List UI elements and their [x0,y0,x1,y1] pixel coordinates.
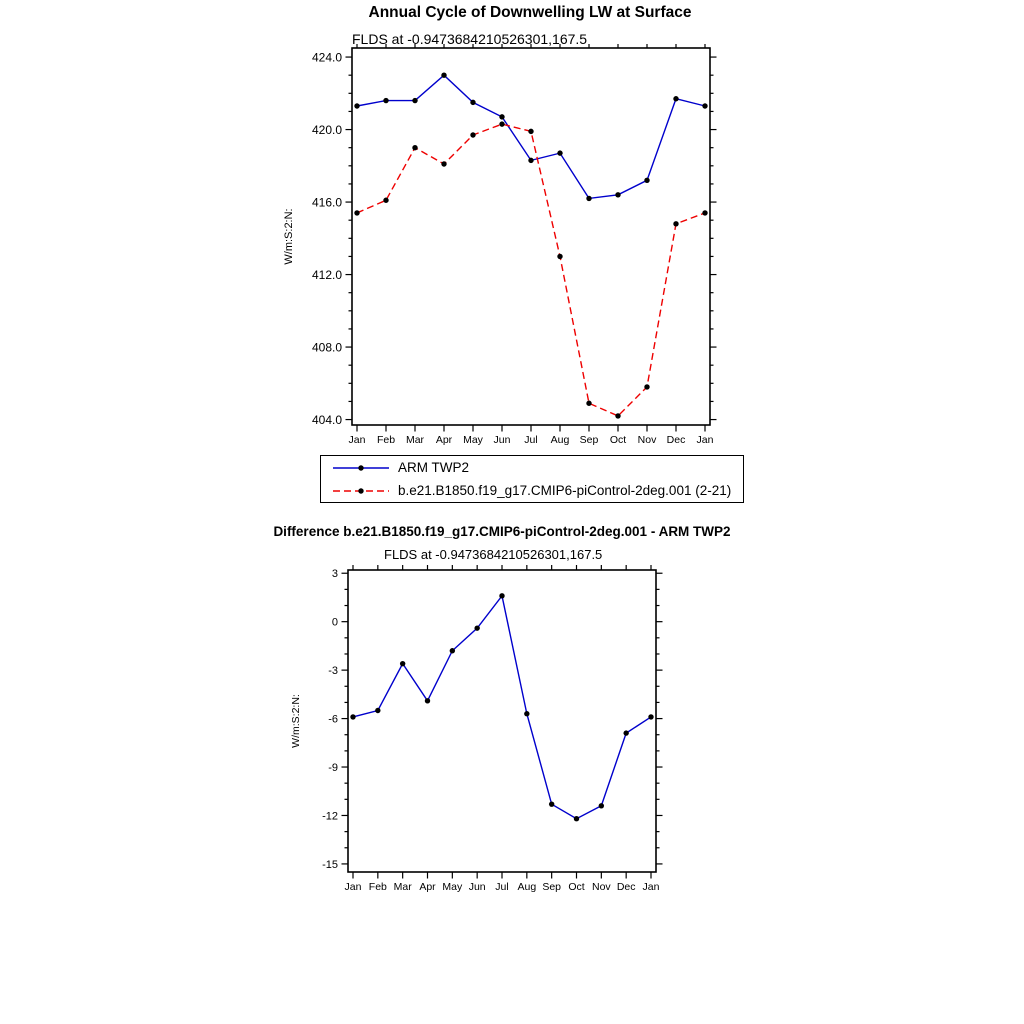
data-point-marker [499,114,504,119]
annual-cycle-line-plot [280,44,740,448]
difference-chart-subtitle: FLDS at -0.9473684210526301,167.5 [384,547,603,562]
data-point-marker [499,121,504,126]
series-line [357,75,705,198]
data-point-marker [383,98,388,103]
y-tick-label: -6 [328,713,338,726]
x-tick-label: Jan [348,434,366,446]
x-tick-label: Sep [542,881,562,893]
data-point-marker [648,714,653,719]
x-tick-label: Jan [344,881,362,893]
y-tick-label: -3 [328,664,338,677]
legend-line-sample [331,485,391,497]
x-tick-label: May [442,881,463,893]
data-point-marker [644,384,649,389]
data-point-marker [615,413,620,418]
legend-entry-label: b.e21.B1850.f19_g17.CMIP6-piControl-2deg.001 (2-21) [398,483,732,498]
x-tick-label: Nov [591,881,611,893]
y-tick-label: 404.0 [311,412,342,427]
x-tick-label: Oct [568,881,585,893]
x-tick-label: Jul [524,434,538,446]
legend-entry [331,457,743,478]
data-point-marker [615,192,620,197]
data-point-marker [400,661,405,666]
top-chart-title: Annual Cycle of Downwelling LW at Surface [368,4,692,21]
data-point-marker [474,625,479,630]
data-point-marker [557,254,562,259]
x-tick-label: Sep [579,434,599,446]
x-tick-label: Feb [376,434,396,446]
x-tick-label: Dec [666,434,686,446]
data-point-marker [470,100,475,105]
data-point-marker [599,803,604,808]
legend-entry [331,480,743,501]
x-tick-label: Apr [435,434,453,446]
data-point-marker [412,145,417,150]
y-tick-label: -12 [322,810,338,823]
data-point-marker [586,401,591,406]
data-point-marker [702,103,707,108]
data-point-marker [441,161,446,166]
x-tick-label: Dec [616,881,636,893]
x-tick-label: Jan [642,881,660,893]
difference-chart-title: Difference b.e21.B1850.f19_g17.CMIP6-piControl-2deg.001 - ARM TWP2 [273,524,731,539]
x-tick-label: Jul [495,881,509,893]
data-point-marker [673,96,678,101]
data-point-marker [623,730,628,735]
legend-entry-label: ARM TWP2 [398,460,470,475]
data-point-marker [557,150,562,155]
y-tick-label: -9 [328,761,338,774]
data-point-marker [354,210,359,215]
data-point-marker [412,98,417,103]
x-tick-label: Jun [468,881,486,893]
data-point-marker [528,129,533,134]
x-tick-label: Jan [696,434,714,446]
series-line [357,124,705,416]
y-tick-label: 412.0 [311,267,342,282]
y-tick-label: 408.0 [311,340,342,355]
y-tick-label: 0 [331,616,338,629]
difference-line-plot [285,565,685,897]
x-tick-label: Mar [393,881,412,893]
x-tick-label: Oct [609,434,627,446]
data-point-marker [425,698,430,703]
y-axis-label: W/m:S:2:N: [290,694,302,748]
data-point-marker [470,132,475,137]
x-tick-label: Jun [493,434,511,446]
data-point-marker [644,178,649,183]
data-point-marker [450,648,455,653]
data-point-marker [499,593,504,598]
data-point-marker [528,158,533,163]
x-tick-label: Aug [517,881,537,893]
data-point-marker [586,196,591,201]
x-tick-label: Nov [637,434,657,446]
top-chart-subtitle: FLDS at -0.9473684210526301,167.5 [352,31,588,47]
series-line [353,596,651,819]
y-tick-label: 424.0 [311,50,342,65]
data-point-marker [574,816,579,821]
x-tick-label: Apr [419,881,436,893]
data-point-marker [350,714,355,719]
x-tick-label: Aug [550,434,570,446]
data-point-marker [673,221,678,226]
legend-line-sample [331,462,391,474]
y-tick-label: 3 [331,568,338,581]
legend [320,455,744,503]
data-point-marker [383,198,388,203]
y-tick-label: -15 [322,858,338,871]
data-point-marker [441,72,446,77]
data-point-marker [702,210,707,215]
x-tick-label: May [463,434,483,446]
x-tick-label: Feb [368,881,387,893]
y-tick-label: 416.0 [311,195,342,210]
data-point-marker [524,711,529,716]
y-axis-label: W/m:S:2:N: [283,208,295,265]
y-tick-label: 420.0 [311,122,342,137]
x-tick-label: Mar [405,434,425,446]
data-point-marker [354,103,359,108]
data-point-marker [549,801,554,806]
data-point-marker [375,708,380,713]
